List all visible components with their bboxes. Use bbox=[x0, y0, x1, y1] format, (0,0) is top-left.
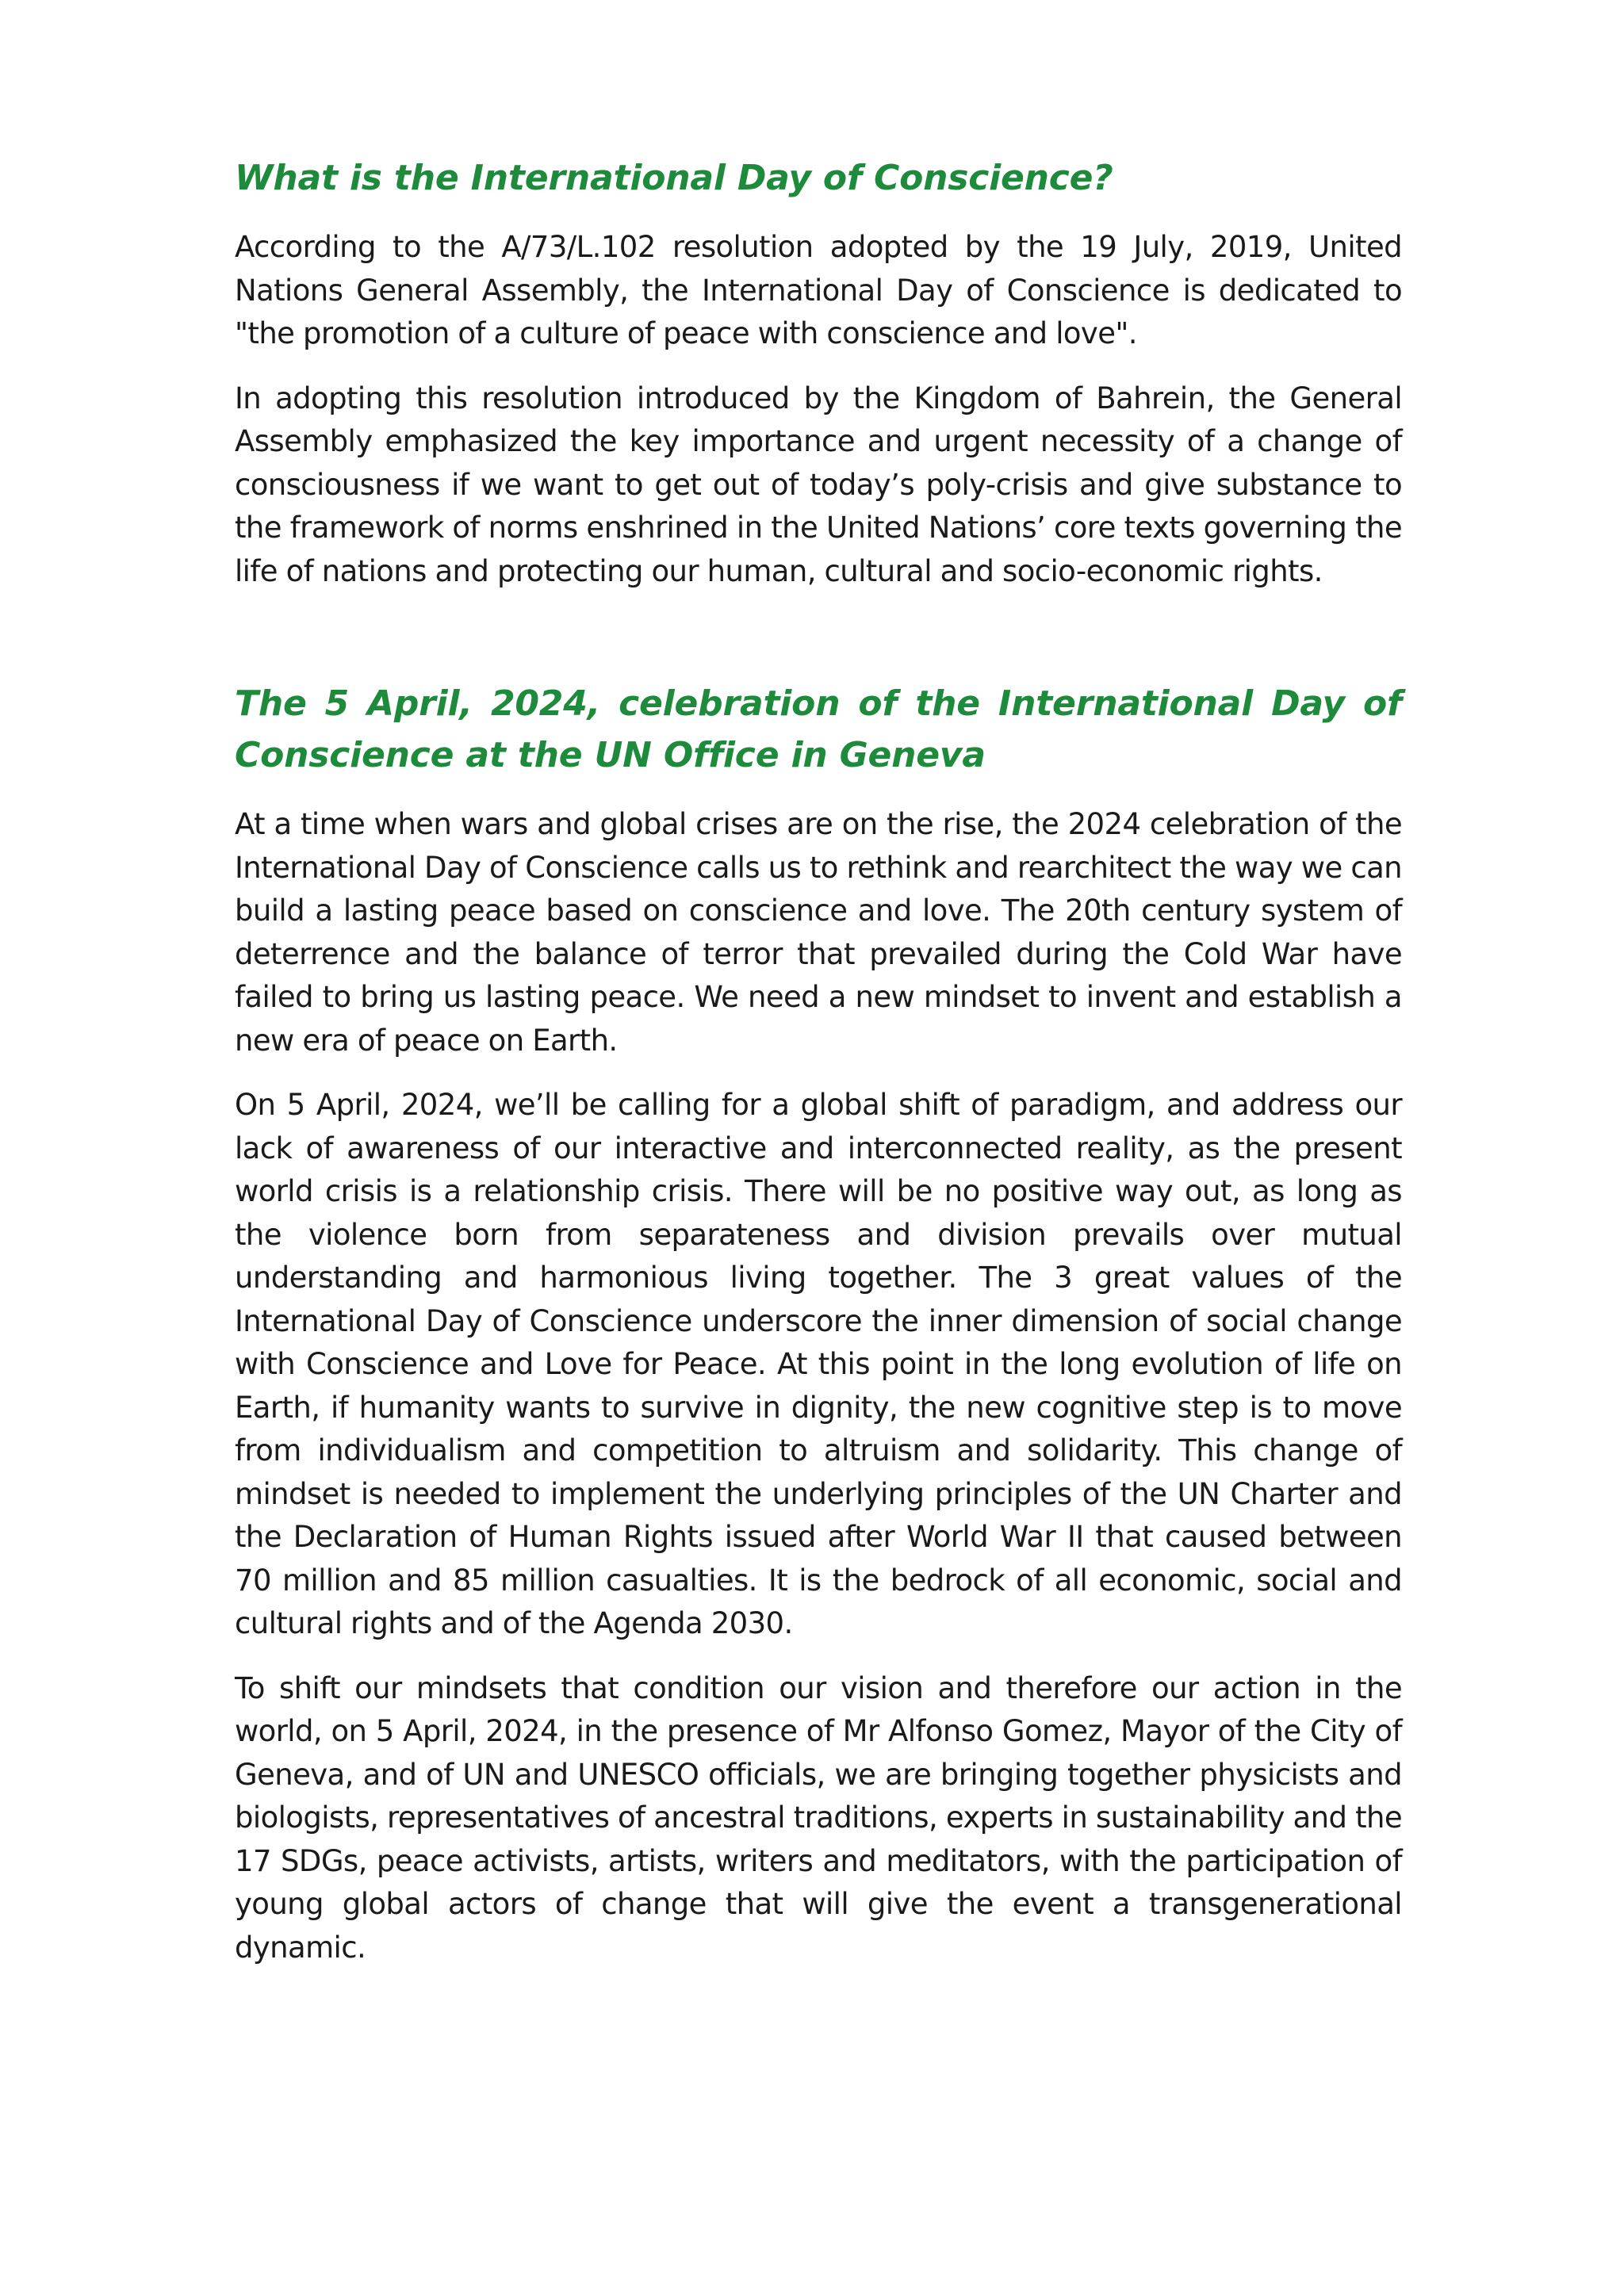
section-what-is-day-of-conscience bbox=[235, 152, 1402, 593]
paragraph: According to the A/73/L.102 resolution adopted by the 19 July, 2019, United Nations General Assembly, the International Day of Conscience is dedicated to "the promotion of a culture of peace with conscience and love". bbox=[235, 230, 1402, 350]
paragraph: To shift our mindsets that condition our vision and therefore our action in the world, on 5 April, 2024, in the presence of Mr Alfonso Gomez, Mayor of the City of Geneva, and of UN and UNESCO officials, we are bringing together physicists and biologists, representatives of ancestral traditions, experts in sustainability and the 17 SDGs, peace activists, artists, writers and meditators, with the participation of young global actors of change that will give the event a transgenerational dynamic. bbox=[235, 1670, 1402, 1965]
paragraph: At a time when wars and global crises are on the rise, the 2024 celebration of the International Day of Conscience calls us to rethink and rearchitect the way we can build a lasting peace based on conscience and love. The 20th century system of deterrence and the balance of terror that prevailed during the Cold War have failed to bring us lasting peace. We need a new mindset to invent and establish a new era of peace on Earth. bbox=[235, 807, 1402, 1058]
section-heading: The 5 April, 2024, celebration of the International Day of Conscience at the UN Office in Geneva bbox=[235, 683, 1402, 775]
document-content bbox=[235, 152, 1402, 1991]
section-spacer bbox=[235, 614, 1402, 678]
paragraph: On 5 April, 2024, we’ll be calling for a global shift of paradigm, and address our lack of awareness of our interactive and interconnected reality, as the present world crisis is a relationship crisis. There will be no positive way out, as long as the violence born from separateness and division prevails over mutual understanding and harmonious living together. The 3 great values of the International Day of Conscience underscore the inner dimension of social change with Conscience and Love for Peace. At this point in the long evolution of life on Earth, if humanity wants to survive in dignity, the new cognitive step is to move from individualism and competition to altruism and solidarity. This change of mindset is needed to implement the underlying principles of the UN Charter and the Declaration of Human Rights issued after World War II that caused between 70 million and 85 million casualties. It is the bedrock of all economic, social and cultural rights and of the Agenda 2030. bbox=[235, 1088, 1402, 1640]
paragraph: In adopting this resolution introduced by the Kingdom of Bahrein, the General Assembly emphasized the key importance and urgent necessity of a change of consciousness if we want to get out of today’s poly-crisis and give substance to the framework of norms enshrined in the United Nations’ core texts governing the life of nations and protecting our human, cultural and socio-economic rights. bbox=[235, 381, 1402, 588]
section-heading: What is the International Day of Conscience? bbox=[235, 158, 1113, 198]
section-2024-celebration bbox=[235, 678, 1402, 1969]
